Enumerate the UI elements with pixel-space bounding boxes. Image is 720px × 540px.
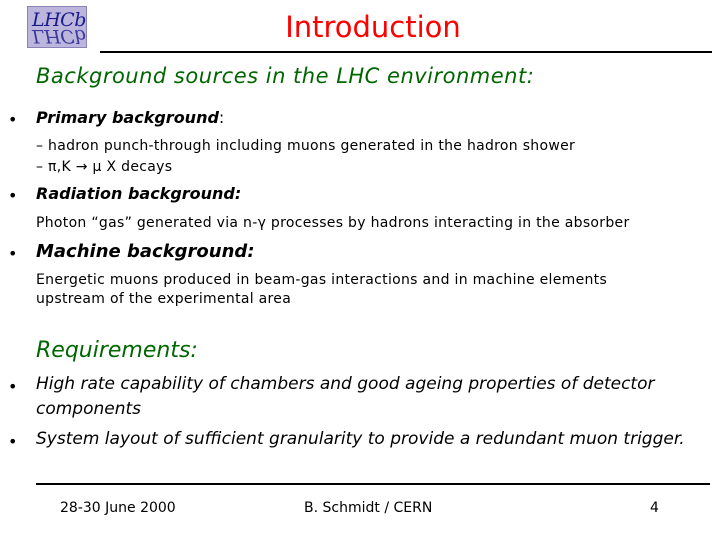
sub-line: Energetic muons produced in beam-gas interactions and in machine elements xyxy=(36,272,608,288)
footer-date: 28-30 June 2000 xyxy=(60,500,176,516)
logo-text: LHCb xyxy=(32,9,86,31)
section-heading-requirements: Requirements: xyxy=(36,338,198,363)
footer-page-number: 4 xyxy=(650,500,659,516)
bullet-icon: • xyxy=(8,432,18,451)
bullet-icon: • xyxy=(8,244,18,263)
footer-author: B. Schmidt / CERN xyxy=(304,500,433,516)
item-primary-background xyxy=(36,108,224,127)
requirement-item: System layout of sufficient granularity to provide a redundant muon trigger. xyxy=(36,429,685,449)
bullet-icon: • xyxy=(8,186,18,205)
sub-line: upstream of the experimental area xyxy=(36,291,292,307)
item-label: Primary background xyxy=(36,108,219,127)
section-heading-background: Background sources in the LHC environment: xyxy=(36,64,535,88)
footer-divider xyxy=(36,483,710,485)
bullet-icon: • xyxy=(8,110,18,129)
item-machine-background: Machine background: xyxy=(36,241,255,262)
title-divider xyxy=(100,51,712,53)
item-suffix: : xyxy=(218,108,225,127)
logo-text-reflection: LHCb xyxy=(32,25,86,47)
sub-line: Photon “gas” generated via n-γ processes by hadrons interacting in the absorber xyxy=(36,215,630,231)
sub-line: – π,K → μ X decays xyxy=(36,159,173,175)
slide-title: Introduction xyxy=(285,10,461,44)
sub-line: – hadron punch-through including muons generated in the hadron shower xyxy=(36,138,576,154)
bullet-icon: • xyxy=(8,377,18,396)
requirement-item: High rate capability of chambers and good ageing properties of detector components xyxy=(36,374,655,419)
item-radiation-background: Radiation background: xyxy=(36,184,242,203)
